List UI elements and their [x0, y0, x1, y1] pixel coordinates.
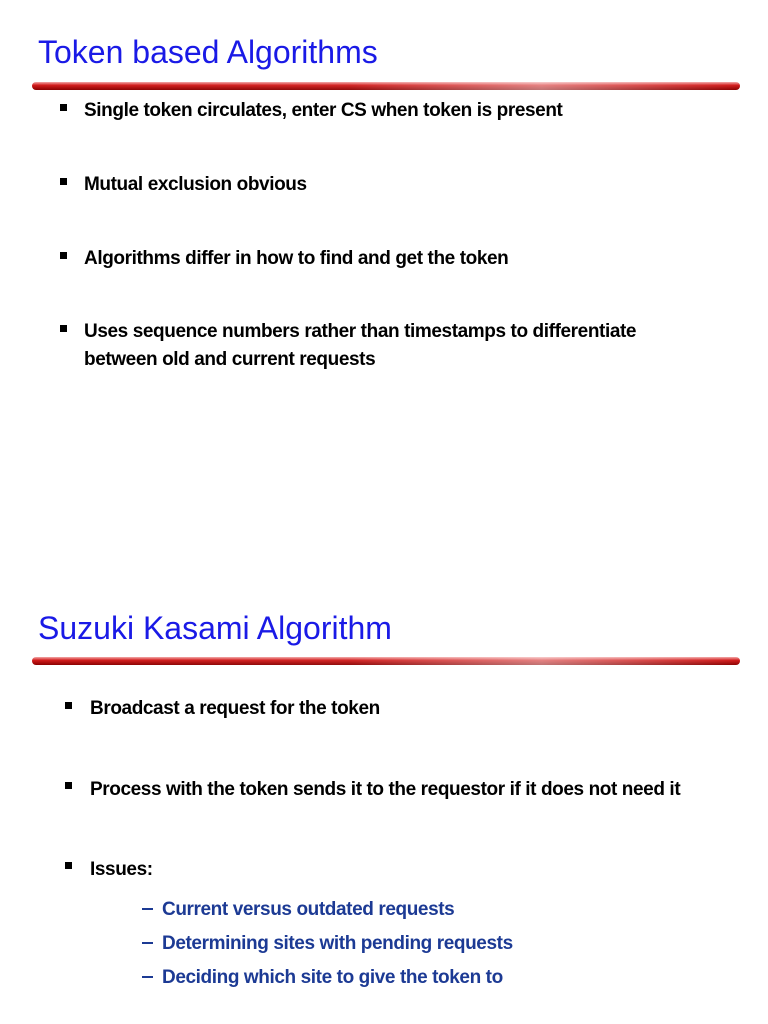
square-bullet-icon — [65, 702, 72, 709]
square-bullet-icon — [60, 104, 67, 111]
square-bullet-icon — [60, 178, 67, 185]
slide-suzuki-kasami-algorithm — [0, 575, 768, 1024]
dash-bullet-icon — [142, 942, 153, 944]
bullet-text: Issues: — [90, 859, 153, 880]
bullet-text: Algorithms differ in how to find and get the token — [84, 248, 509, 269]
bullet-text: Broadcast a request for the token — [90, 698, 380, 719]
square-bullet-icon — [65, 862, 72, 869]
title-underline-rule — [32, 82, 740, 90]
square-bullet-icon — [60, 252, 67, 259]
slide-title: Token based Algorithms — [38, 34, 378, 70]
bullet-text: Process with the token sends it to the requestor if it does not need it — [90, 779, 681, 800]
square-bullet-icon — [60, 325, 67, 332]
bullet-text: Single token circulates, enter CS when token is present — [84, 100, 563, 121]
sub-bullet-text: Determining sites with pending requests — [162, 933, 513, 954]
title-underline-rule — [32, 657, 740, 665]
slide-title: Suzuki Kasami Algorithm — [38, 610, 392, 646]
bullet-text: Uses sequence numbers rather than timestamps to differentiate — [84, 321, 637, 342]
sub-bullet-text: Current versus outdated requests — [162, 899, 455, 920]
sub-bullet-text: Deciding which site to give the token to — [162, 967, 503, 988]
dash-bullet-icon — [142, 976, 153, 978]
square-bullet-icon — [65, 782, 72, 789]
bullet-text-continuation: between old and current requests — [84, 349, 376, 370]
bullet-text: Mutual exclusion obvious — [84, 174, 307, 195]
dash-bullet-icon — [142, 908, 153, 910]
